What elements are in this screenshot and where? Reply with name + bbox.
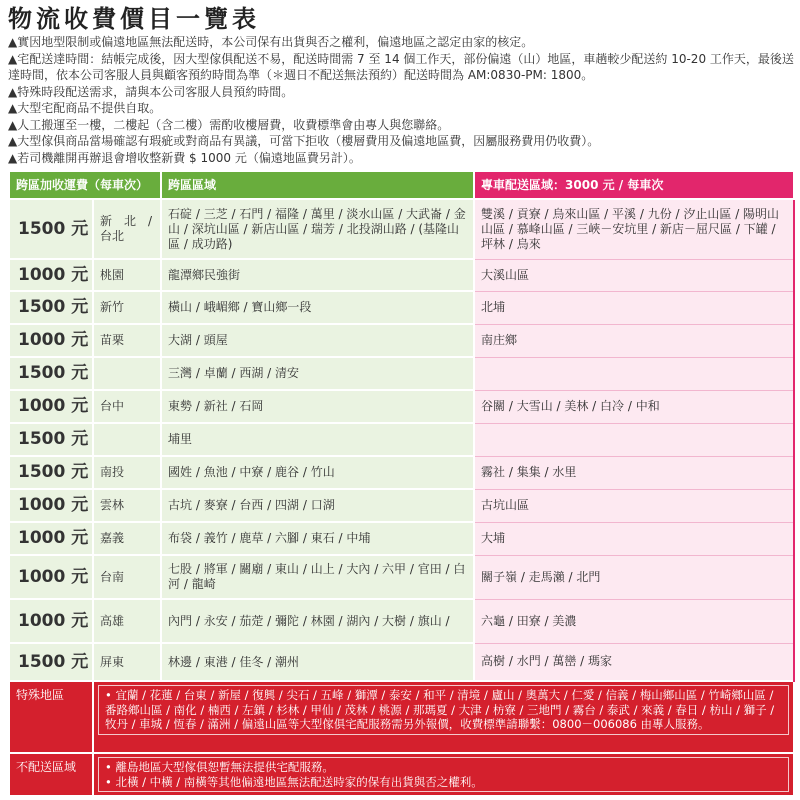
fee-cell: 1000 元 xyxy=(9,522,93,555)
table-header-row xyxy=(9,171,794,199)
fee-cell: 1500 元 xyxy=(9,456,93,489)
fee-cell: 1500 元 xyxy=(9,291,93,324)
note-line: ▲人工搬運至一樓，二樓起（含二樓）需酌收樓層費，收費標準會由專人與您聯絡。 xyxy=(8,117,450,132)
fee-cell: 1000 元 xyxy=(9,555,93,599)
cross-area-cell: 林邊 / 東港 / 佳冬 / 潮州 xyxy=(161,643,474,681)
table-row xyxy=(9,291,794,324)
page-title: 物流收費價目一覽表 xyxy=(8,5,260,33)
dedicated-area-cell: 北埔 xyxy=(474,291,794,324)
region-cell xyxy=(93,423,161,456)
table-row xyxy=(9,456,794,489)
cross-area-cell: 古坑 / 麥寮 / 台西 / 四湖 / 口湖 xyxy=(161,489,474,522)
dedicated-area-cell: 大溪山區 xyxy=(474,259,794,291)
dedicated-area-cell: 古坑山區 xyxy=(474,489,794,522)
table-row xyxy=(9,522,794,555)
fee-cell: 1500 元 xyxy=(9,423,93,456)
cross-area-cell: 埔里 xyxy=(161,423,474,456)
cross-area-cell: 七股 / 將軍 / 關廟 / 東山 / 山上 / 大內 / 六甲 / 官田 / 白河 / 龍崎 xyxy=(161,555,474,599)
dedicated-area-cell xyxy=(474,423,794,456)
no-delivery-content xyxy=(93,753,794,796)
table-row xyxy=(9,643,794,681)
dedicated-area-cell: 雙溪 / 貢寮 / 烏來山區 / 平溪 / 九份 / 汐止山區 / 陽明山山區 / 慕峰山區 / 三峽－安坑里 / 新店－屈尺區 / 下罐 / 坪林 / 烏來 xyxy=(474,199,794,259)
fee-cell: 1000 元 xyxy=(9,259,93,291)
shipping-fee-table xyxy=(8,170,795,797)
note-line: ▲實因地型限制或偏遠地區無法配送時，本公司保有出貨與否之權利，偏遠地區之認定由家的核定。 xyxy=(8,35,534,49)
fee-cell: 1000 元 xyxy=(9,324,93,357)
list-item: • 宜蘭 / 花蓮 / 台東 / 新屋 / 復興 / 尖石 / 五峰 / 獅潭 / 泰安 / 和平 / 清境 / 廬山 / 奧萬大 / 仁愛 / 信義 / 梅山鄉山區 / 竹崎鄉山區 / 番路鄉山區 / 南化 / 楠西 / 左鎮 / 杉林 / 甲仙 / 茂林 / 桃源 / 那瑪夏 / 大津 / 枋寮 / 三地門 / 霧台 / 泰武 / 來義 / 春日 / 枋山 / 獅子 / 牧丹 / 車城 / 恆春 / 滿洲 / 偏遠山區等大型傢俱宅配服務需另外報價，收費標準請聯繫：0800－006086 由專人服務。 xyxy=(105,688,775,731)
note-line: ▲宅配送達時間：結帳完成後，因大型傢俱配送不易，配送時間需 7 至 14 個工作天，部份偏遠（山）地區，車趟較少配送約 10-20 工作天，最後送達時間，依本公司客服人員與顧客預約時間為準（＊週日不配送無法預約）配送時間為 AM:0830-PM: 1800。 xyxy=(8,51,794,82)
cross-area-cell: 國姓 / 魚池 / 中寮 / 鹿谷 / 竹山 xyxy=(161,456,474,489)
dedicated-area-cell: 關子嶺 / 走馬瀨 / 北門 xyxy=(474,555,794,599)
dedicated-area-cell xyxy=(474,357,794,390)
note-line: ▲若司機離開再辦退會增收整新費 $ 1000 元（偏遠地區費另計）。 xyxy=(8,150,361,165)
special-area-label: 特殊地區 xyxy=(9,681,93,753)
region-cell xyxy=(93,357,161,390)
header-dedicated-area: 專車配送區域：3000 元 / 每車次 xyxy=(474,171,794,199)
table-row xyxy=(9,259,794,291)
list-item: • 離島地區大型傢俱恕暫無法提供宅配服務。 xyxy=(105,760,334,774)
table-row xyxy=(9,199,794,259)
header-fee: 跨區加收運費（每車次） xyxy=(9,171,161,199)
fee-cell: 1500 元 xyxy=(9,199,93,259)
table-row xyxy=(9,555,794,599)
table-row xyxy=(9,599,794,643)
region-cell: 新竹 xyxy=(93,291,161,324)
region-cell: 雲林 xyxy=(93,489,161,522)
table-row xyxy=(9,489,794,522)
table-row xyxy=(9,390,794,423)
fee-cell: 1000 元 xyxy=(9,599,93,643)
table-row xyxy=(9,423,794,456)
cross-area-cell: 東勢 / 新社 / 石岡 xyxy=(161,390,474,423)
no-delivery-label: 不配送區域 xyxy=(9,753,93,796)
notes-list xyxy=(8,34,794,166)
region-cell: 台中 xyxy=(93,390,161,423)
cross-area-cell: 布袋 / 義竹 / 鹿草 / 六腳 / 東石 / 中埔 xyxy=(161,522,474,555)
note-line: ▲大型傢俱商品當場確認有瑕疵或對商品有異議，可當下拒收（樓層費用及偏遠地區費，因屬服務費用仍收費）。 xyxy=(8,134,600,148)
fee-cell: 1500 元 xyxy=(9,357,93,390)
dedicated-area-cell: 六龜 / 田寮 / 美濃 xyxy=(474,599,794,643)
cross-area-cell: 石碇 / 三芝 / 石門 / 福隆 / 萬里 / 淡水山區 / 大武崙 / 金山 / 深坑山區 / 新店山區 / 瑞芳 / 北投湖山路 / (基隆山區 / 成功路) xyxy=(161,199,474,259)
dedicated-area-cell: 高樹 / 水門 / 萬巒 / 瑪家 xyxy=(474,643,794,681)
note-line: ▲特殊時段配送需求，請與本公司客服人員預約時間。 xyxy=(8,84,294,99)
no-delivery-row xyxy=(9,753,794,796)
region-cell: 新 北 / 台北 xyxy=(93,199,161,259)
note-line: ▲大型宅配商品不提供自取。 xyxy=(8,101,162,115)
special-area-list xyxy=(98,685,789,735)
header-cross-area: 跨區區域 xyxy=(161,171,474,199)
fee-cell: 1000 元 xyxy=(9,390,93,423)
table-row xyxy=(9,324,794,357)
list-item: • 北橫 / 中橫 / 南橫等其他偏遠地區無法配送時家的保有出貨與否之權利。 xyxy=(105,774,483,789)
dedicated-area-cell: 南庄鄉 xyxy=(474,324,794,357)
cross-area-cell: 橫山 / 峨嵋鄉 / 寶山鄉一段 xyxy=(161,291,474,324)
region-cell: 嘉義 xyxy=(93,522,161,555)
region-cell: 苗栗 xyxy=(93,324,161,357)
region-cell: 高雄 xyxy=(93,599,161,643)
cross-area-cell: 內門 / 永安 / 茄萣 / 彌陀 / 林園 / 湖內 / 大樹 / 旗山 / xyxy=(161,599,474,643)
region-cell: 屏東 xyxy=(93,643,161,681)
cross-area-cell: 三灣 / 卓蘭 / 西湖 / 清安 xyxy=(161,357,474,390)
dedicated-area-cell: 谷關 / 大雪山 / 美林 / 白冷 / 中和 xyxy=(474,390,794,423)
dedicated-area-cell: 大埔 xyxy=(474,522,794,555)
special-area-content xyxy=(93,681,794,753)
table-row xyxy=(9,357,794,390)
cross-area-cell: 龍潭鄉民強街 xyxy=(161,259,474,291)
cross-area-cell: 大湖 / 頭屋 xyxy=(161,324,474,357)
special-area-row xyxy=(9,681,794,753)
region-cell: 桃園 xyxy=(93,259,161,291)
dedicated-area-cell: 霧社 / 集集 / 水里 xyxy=(474,456,794,489)
region-cell: 台南 xyxy=(93,555,161,599)
region-cell: 南投 xyxy=(93,456,161,489)
fee-cell: 1000 元 xyxy=(9,489,93,522)
no-delivery-list xyxy=(98,757,789,792)
fee-cell: 1500 元 xyxy=(9,643,93,681)
